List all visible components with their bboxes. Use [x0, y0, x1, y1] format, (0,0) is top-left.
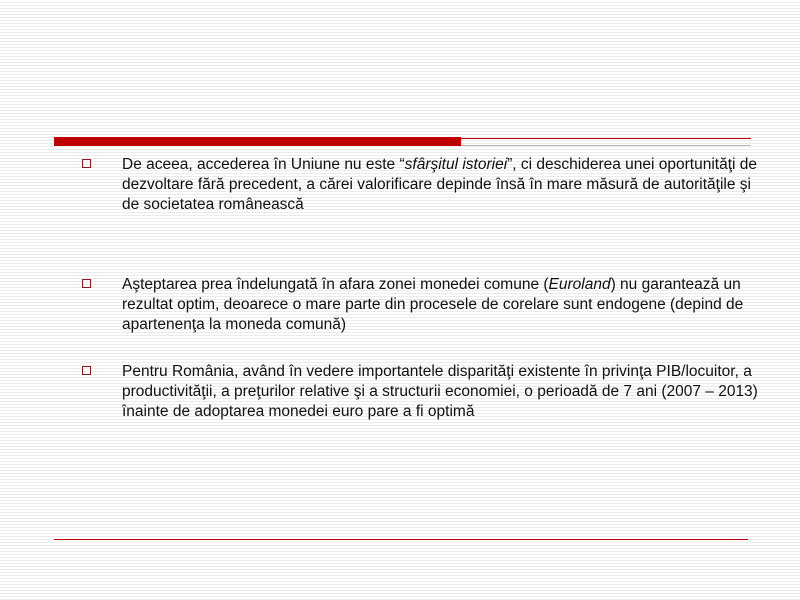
bullet-text-part: ) nu garantează un rezultat optim, deoarece o mare parte din procesele de corelare sunt endogene (depind de apartenenţa la moneda comună)	[122, 276, 744, 333]
bullet-item	[78, 155, 758, 215]
bullet-text-emphasis: sfârşitul istoriei	[404, 156, 508, 173]
footer-divider	[54, 539, 748, 540]
bullet-item	[78, 275, 758, 335]
hollow-square-bullet-icon	[82, 366, 91, 375]
hollow-square-bullet-icon	[82, 159, 91, 168]
bullet-text-emphasis: Euroland	[548, 276, 611, 293]
bullet-text: Pentru România, având în vedere importantele disparităţi existente în privinţa PIB/locuitor, a productivităţii, a preţurilor relative şi a structurii economiei, o perioadă de 7 ani (2007 – 2013) înainte de adoptarea monedei euro pare a fi optimă	[122, 363, 758, 420]
hollow-square-bullet-icon	[82, 279, 91, 288]
title-accent-bar	[54, 137, 461, 146]
title-accent-line-lower	[461, 145, 751, 146]
bullet-text-part: Aşteptarea prea îndelungată în afara zonei monedei comune (	[122, 276, 549, 293]
bullet-list	[78, 155, 758, 422]
title-accent-line	[461, 138, 751, 139]
bullet-item	[78, 362, 758, 422]
bullet-text-part: De aceea, accederea în Uniune nu este “	[122, 156, 405, 173]
bullet-text-part: ”, ci deschiderea unei oportunităţi de dezvoltare fără precedent, a cărei valorificare depinde însă în mare măsură de autorităţile şi de societatea românească	[122, 156, 758, 213]
